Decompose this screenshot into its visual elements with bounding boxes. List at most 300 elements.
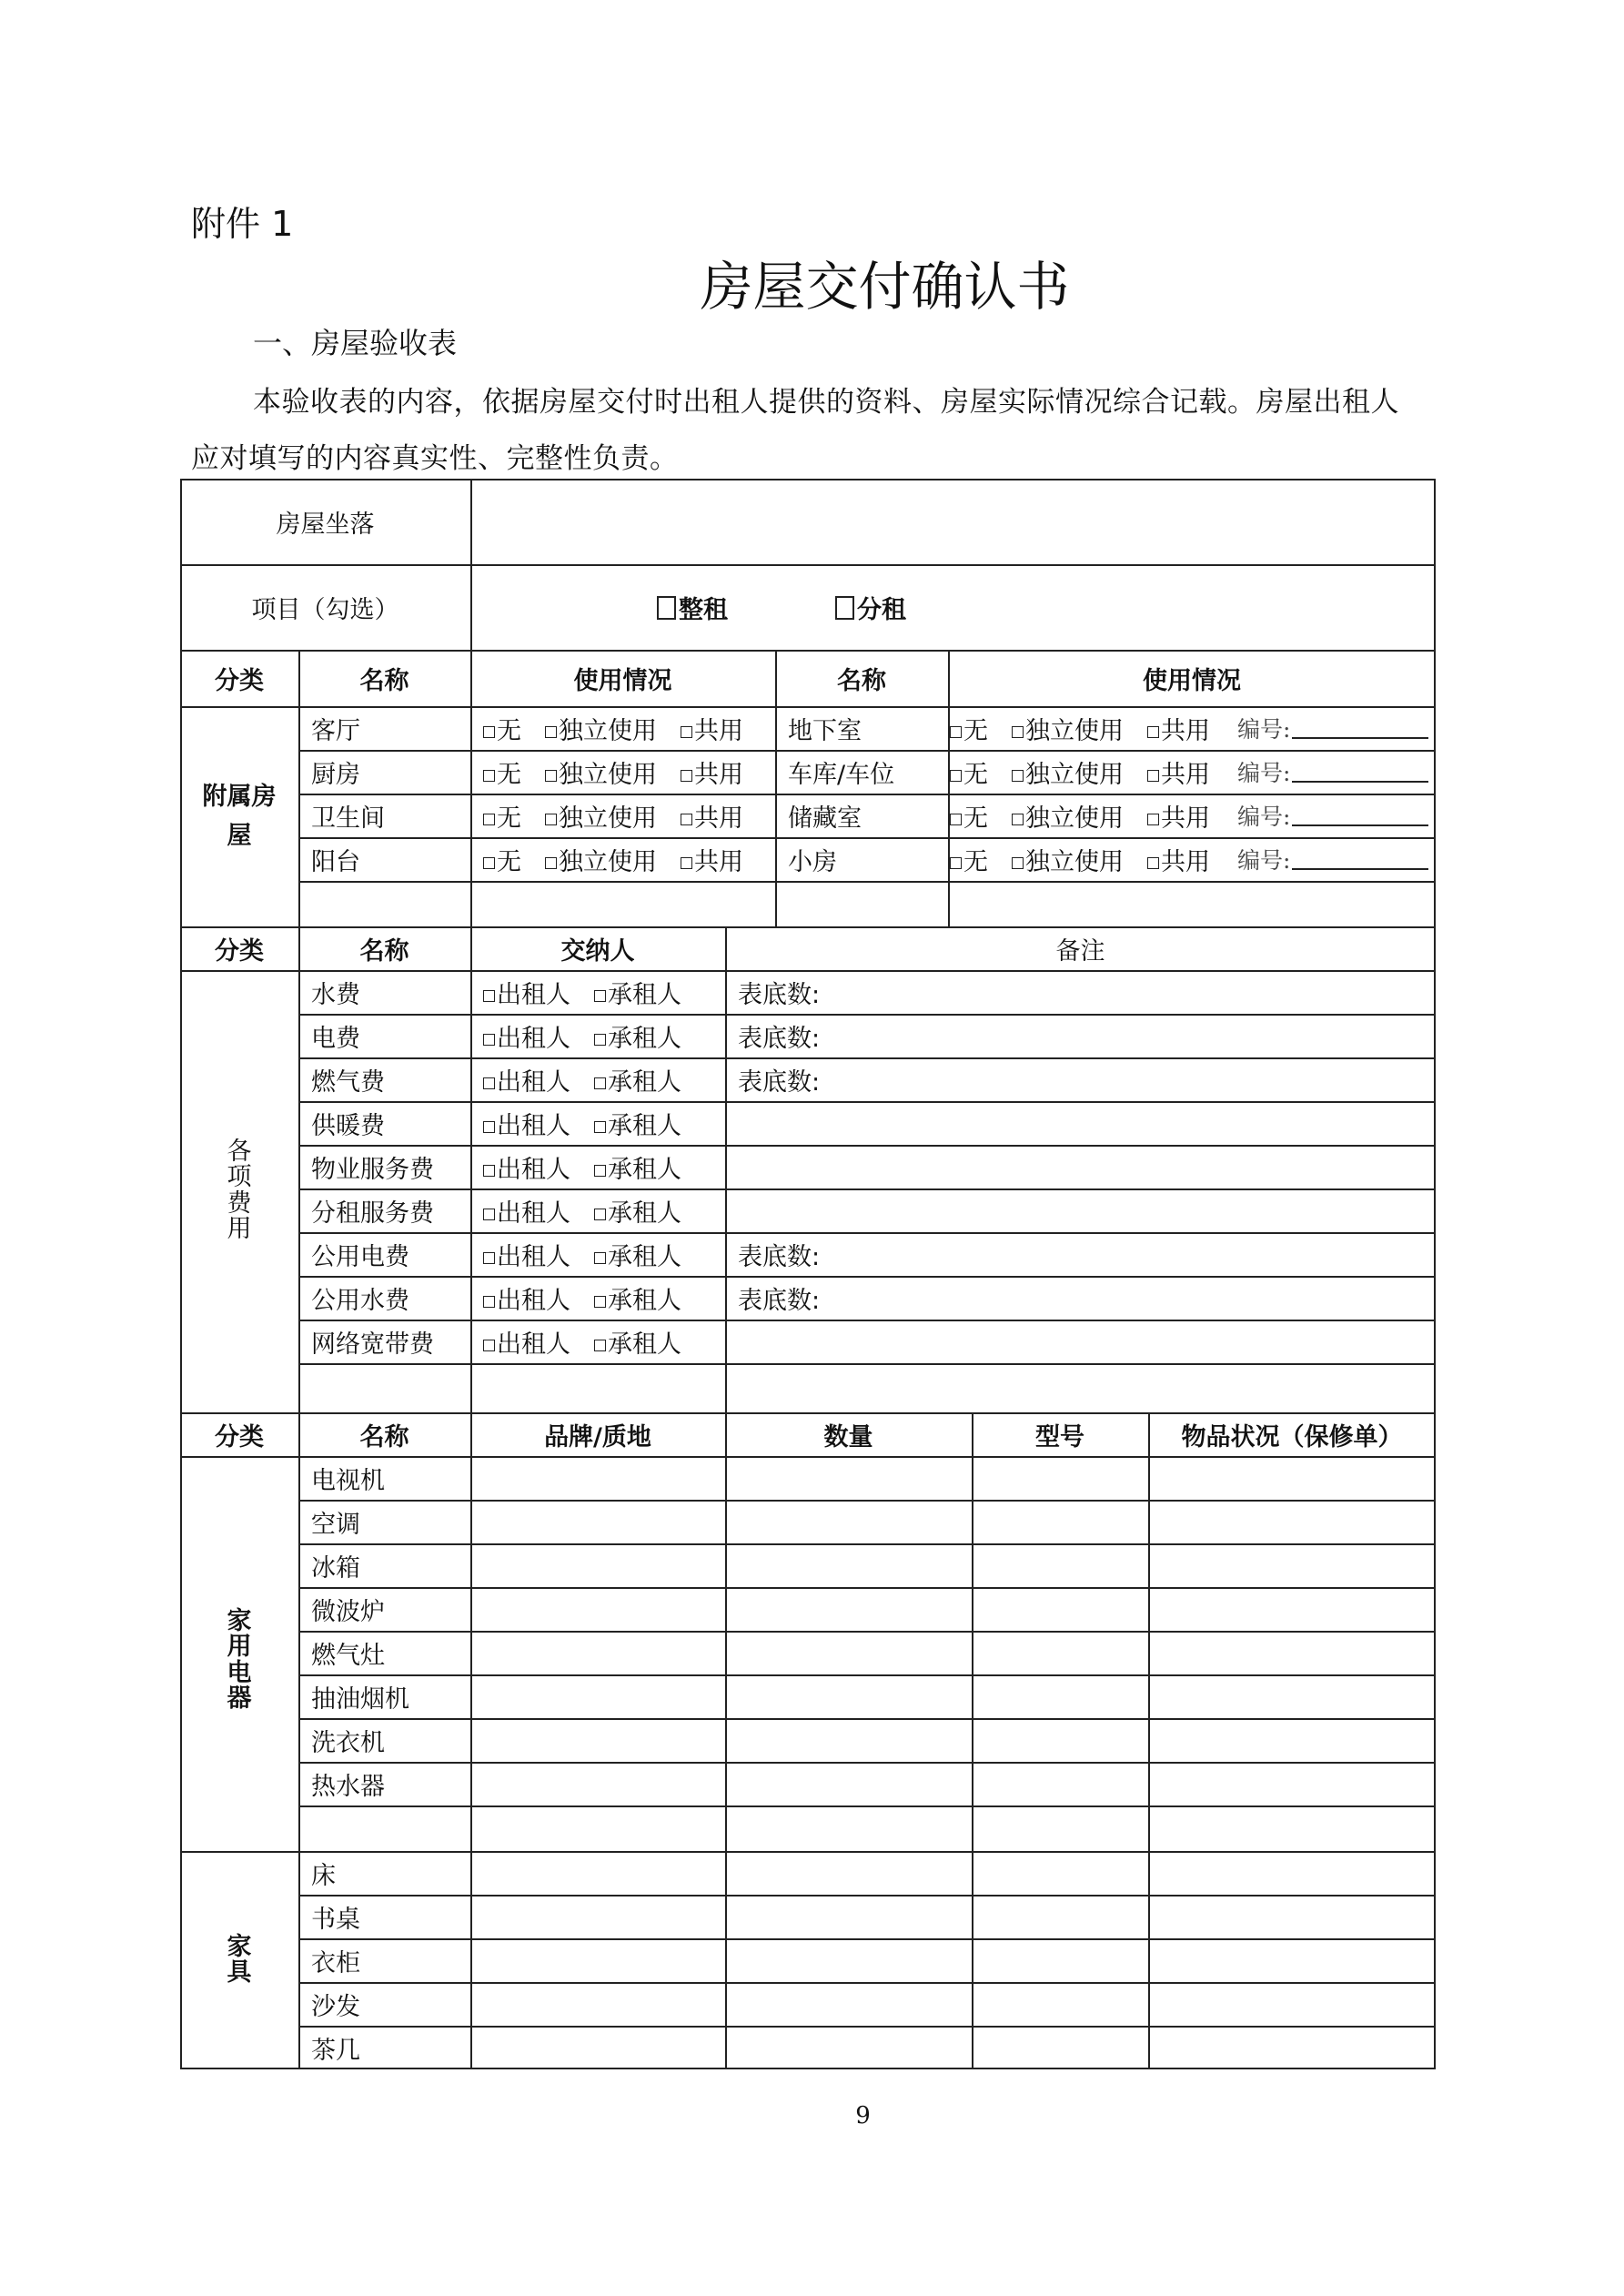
- checkbox-option[interactable]: [594, 1193, 681, 1229]
- checkbox-option[interactable]: [483, 798, 521, 834]
- quantity-input[interactable]: [725, 1718, 972, 1762]
- checkbox-label: 无: [497, 804, 521, 833]
- project-options: [470, 564, 1436, 650]
- checkbox-icon[interactable]: [483, 814, 495, 825]
- brand-material-input[interactable]: [470, 1938, 725, 1982]
- category-furniture: [180, 1851, 298, 2069]
- model-input[interactable]: [972, 1718, 1148, 1762]
- checkbox-option[interactable]: [594, 975, 681, 1010]
- location-input[interactable]: [470, 479, 1436, 564]
- column-header: [180, 926, 298, 970]
- checkbox-icon[interactable]: [594, 1209, 606, 1220]
- page-number: 9: [855, 2102, 871, 2129]
- checkbox-option[interactable]: [681, 842, 743, 877]
- fee-note[interactable]: [725, 1057, 1436, 1101]
- checkbox-icon[interactable]: [594, 1165, 606, 1177]
- room-name: [298, 706, 470, 750]
- model-input[interactable]: [972, 1895, 1148, 1938]
- model-input[interactable]: [972, 1456, 1148, 1500]
- brand-material-input[interactable]: [470, 1718, 725, 1762]
- item-name: [298, 1543, 470, 1587]
- checkbox-option[interactable]: [594, 1062, 681, 1097]
- blank-cell[interactable]: [298, 1805, 470, 1851]
- checkbox-option[interactable]: [950, 798, 988, 834]
- quantity-input[interactable]: [725, 1674, 972, 1718]
- column-header-text: 备注: [1055, 936, 1105, 966]
- item-name: [298, 1674, 470, 1718]
- blank-cell[interactable]: [725, 1363, 1436, 1412]
- checkbox-label: 整租: [679, 595, 728, 624]
- fee-payer: [470, 1232, 725, 1276]
- quantity-input[interactable]: [725, 1982, 972, 2026]
- checkbox-option[interactable]: [483, 1149, 570, 1185]
- checkbox-option[interactable]: [483, 1324, 570, 1360]
- condition-input[interactable]: [1148, 1587, 1436, 1631]
- fee-payer: [470, 1101, 725, 1145]
- checkbox-icon[interactable]: [594, 1121, 606, 1133]
- blank-cell[interactable]: [775, 881, 948, 926]
- fee-note[interactable]: [725, 1320, 1436, 1363]
- quantity-input[interactable]: [725, 2026, 972, 2069]
- condition-input[interactable]: [1148, 1938, 1436, 1982]
- project-label-text: 项目（勾选）: [251, 595, 399, 624]
- column-header: [972, 1412, 1148, 1456]
- checkbox-label: 出租人: [497, 1286, 570, 1315]
- brand-material-input[interactable]: [470, 1895, 725, 1938]
- fee-name-text: 燃气费: [311, 1067, 385, 1097]
- checkbox-option[interactable]: [594, 1106, 681, 1141]
- column-header: [298, 1412, 470, 1456]
- checkbox-icon[interactable]: [594, 1252, 606, 1264]
- fee-name: [298, 1276, 470, 1320]
- checkbox-option[interactable]: [483, 1193, 570, 1229]
- checkbox-label: 承租人: [608, 1111, 681, 1140]
- column-header: [180, 650, 298, 706]
- checkbox-label: 承租人: [608, 1330, 681, 1359]
- checkbox-option[interactable]: [681, 798, 743, 834]
- item-name-text: 床: [311, 1861, 336, 1890]
- blank-cell[interactable]: [298, 881, 470, 926]
- checkbox-label: 出租人: [497, 1111, 570, 1140]
- fee-payer: [470, 1276, 725, 1320]
- vertical-char: 用: [227, 1633, 252, 1662]
- checkbox-icon[interactable]: [594, 1340, 606, 1351]
- checkbox-label: 独立使用: [559, 716, 657, 745]
- intro-paragraph-line2: 应对填写的内容真实性、完整性负责。: [191, 442, 679, 475]
- checkbox-option[interactable]: [594, 1280, 681, 1316]
- item-name-text: 抽油烟机: [311, 1684, 409, 1714]
- checkbox-option[interactable]: [483, 1106, 570, 1141]
- checkbox-icon[interactable]: [483, 1209, 495, 1220]
- quantity-input[interactable]: [725, 1631, 972, 1674]
- number-label: 编号:: [1237, 760, 1291, 786]
- checkbox-icon[interactable]: [594, 990, 606, 1002]
- item-name-text: 书桌: [311, 1905, 360, 1934]
- fee-payer: [470, 1145, 725, 1188]
- condition-input[interactable]: [1148, 2026, 1436, 2069]
- fee-note[interactable]: [725, 970, 1436, 1014]
- column-header-text: 名称: [359, 936, 409, 966]
- checkbox-icon[interactable]: [594, 1077, 606, 1089]
- checkbox-label: 独立使用: [1025, 847, 1124, 876]
- checkbox-label: 出租人: [497, 1330, 570, 1359]
- quantity-input[interactable]: [725, 1456, 972, 1500]
- column-header-text: 交纳人: [560, 936, 635, 966]
- room-usage: [470, 706, 775, 750]
- condition-input[interactable]: [1148, 1500, 1436, 1543]
- number-label: 编号:: [1237, 804, 1291, 830]
- checkbox-icon[interactable]: [594, 1296, 606, 1308]
- condition-input[interactable]: [1148, 1805, 1436, 1851]
- quantity-input[interactable]: [725, 1805, 972, 1851]
- brand-material-input[interactable]: [470, 1762, 725, 1805]
- column-header: [948, 650, 1436, 706]
- model-input[interactable]: [972, 1587, 1148, 1631]
- quantity-input[interactable]: [725, 1543, 972, 1587]
- checkbox-option[interactable]: [594, 1149, 681, 1185]
- fee-note[interactable]: [725, 1101, 1436, 1145]
- checkbox-option[interactable]: [950, 754, 988, 790]
- checkbox-icon[interactable]: [1147, 814, 1159, 825]
- fee-name: [298, 1057, 470, 1101]
- option-whole-rent[interactable]: [657, 590, 728, 625]
- checkbox-label: 出租人: [497, 1155, 570, 1184]
- checkbox-label: 出租人: [497, 980, 570, 1009]
- checkbox-icon[interactable]: [483, 1121, 495, 1133]
- checkbox-icon[interactable]: [1012, 726, 1024, 738]
- checkbox-icon[interactable]: [950, 857, 962, 869]
- vertical-char: 器: [227, 1684, 252, 1714]
- checkbox-option[interactable]: [483, 754, 521, 790]
- room-name-text: 阳台: [311, 847, 360, 876]
- fee-name-text: 供暖费: [311, 1111, 385, 1140]
- condition-input[interactable]: [1148, 1631, 1436, 1674]
- blank-cell[interactable]: [298, 1363, 470, 1412]
- quantity-input[interactable]: [725, 1500, 972, 1543]
- item-name: [298, 1587, 470, 1631]
- checkbox-icon[interactable]: [681, 857, 692, 869]
- checkbox-option[interactable]: [1012, 842, 1124, 877]
- fee-name: [298, 1320, 470, 1363]
- number-input[interactable]: [1292, 761, 1428, 783]
- checkbox-icon[interactable]: [545, 857, 557, 869]
- column-header-text: 名称: [837, 666, 886, 695]
- fee-note[interactable]: [725, 1276, 1436, 1320]
- checkbox-option[interactable]: [545, 711, 657, 746]
- fee-note[interactable]: [725, 1014, 1436, 1057]
- room-usage: [470, 837, 775, 881]
- fee-payer: [470, 970, 725, 1014]
- brand-material-input[interactable]: [470, 1674, 725, 1718]
- condition-input[interactable]: [1148, 1762, 1436, 1805]
- number-input[interactable]: [1292, 804, 1428, 826]
- model-input[interactable]: [972, 1674, 1148, 1718]
- checkbox-icon[interactable]: [483, 1252, 495, 1264]
- column-header-text: 使用情况: [573, 666, 672, 695]
- room-name-text: 厨房: [311, 760, 360, 789]
- checkbox-icon[interactable]: [483, 990, 495, 1002]
- room-usage: [948, 837, 1436, 881]
- checkbox-icon[interactable]: [1012, 770, 1024, 782]
- checkbox-option[interactable]: [483, 842, 521, 877]
- column-header: [725, 926, 1436, 970]
- checkbox-icon[interactable]: [950, 770, 962, 782]
- room-usage: [948, 794, 1436, 837]
- fee-name: [298, 1145, 470, 1188]
- column-header-text: 分类: [215, 1422, 264, 1451]
- checkbox-icon[interactable]: [950, 726, 962, 738]
- meter-reading-label: 表底数:: [738, 1024, 821, 1053]
- checkbox-option[interactable]: [594, 1324, 681, 1360]
- brand-material-input[interactable]: [470, 1851, 725, 1895]
- checkbox-icon[interactable]: [483, 1296, 495, 1308]
- vertical-char: 电: [227, 1658, 252, 1687]
- checkbox-icon[interactable]: [1012, 857, 1024, 869]
- model-input[interactable]: [972, 1762, 1148, 1805]
- number-input[interactable]: [1292, 717, 1428, 739]
- checkbox-icon[interactable]: [545, 814, 557, 825]
- checkbox-label: 承租人: [608, 1024, 681, 1053]
- fee-note[interactable]: [725, 1145, 1436, 1188]
- item-name-text: 洗衣机: [311, 1728, 385, 1757]
- fee-name-text: 网络宽带费: [311, 1330, 434, 1359]
- checkbox-icon[interactable]: [681, 726, 692, 738]
- section-heading: 一、房屋验收表: [253, 326, 458, 360]
- column-header: [1148, 1412, 1436, 1456]
- meter-reading-label: 表底数:: [738, 1067, 821, 1097]
- checkbox-label: 承租人: [608, 1067, 681, 1097]
- checkbox-icon[interactable]: [483, 1165, 495, 1177]
- checkbox-label: 独立使用: [559, 847, 657, 876]
- blank-cell[interactable]: [470, 881, 775, 926]
- checkbox-option[interactable]: [1147, 754, 1210, 790]
- checkbox-icon[interactable]: [483, 857, 495, 869]
- model-input[interactable]: [972, 2026, 1148, 2069]
- column-header-text: 名称: [359, 1422, 409, 1451]
- checkbox-label: 共用: [1161, 760, 1210, 789]
- column-header-text: 物品状况（保修单）: [1181, 1422, 1403, 1451]
- brand-material-input[interactable]: [470, 1456, 725, 1500]
- vertical-char: 具: [227, 1958, 252, 1987]
- column-header: [298, 650, 470, 706]
- checkbox-label: 出租人: [497, 1199, 570, 1228]
- checkbox-label: 出租人: [497, 1024, 570, 1053]
- condition-input[interactable]: [1148, 1718, 1436, 1762]
- quantity-input[interactable]: [725, 1851, 972, 1895]
- checkbox-label: 承租人: [608, 980, 681, 1009]
- checkbox-icon[interactable]: [681, 770, 692, 782]
- checkbox-option[interactable]: [483, 1062, 570, 1097]
- vertical-char: 用: [227, 1215, 252, 1244]
- fee-name-text: 电费: [311, 1024, 360, 1053]
- fee-name-text: 水费: [311, 980, 360, 1009]
- brand-material-input[interactable]: [470, 1631, 725, 1674]
- item-name-text: 衣柜: [311, 1948, 360, 1977]
- brand-material-input[interactable]: [470, 1982, 725, 2026]
- quantity-input[interactable]: [725, 1587, 972, 1631]
- checkbox-option[interactable]: [483, 711, 521, 746]
- condition-input[interactable]: [1148, 1456, 1436, 1500]
- checkbox-label: 共用: [694, 847, 743, 876]
- vertical-char: 项: [227, 1163, 252, 1192]
- checkbox-option[interactable]: [1012, 711, 1124, 746]
- item-name-text: 燃气灶: [311, 1641, 385, 1670]
- checkbox-option[interactable]: [950, 842, 988, 877]
- option-sub-rent[interactable]: [835, 590, 906, 625]
- checkbox-option[interactable]: [681, 754, 743, 790]
- model-input[interactable]: [972, 1631, 1148, 1674]
- checkbox-icon[interactable]: [1012, 814, 1024, 825]
- checkbox-label: 独立使用: [1025, 760, 1124, 789]
- checkbox-icon[interactable]: [835, 596, 854, 620]
- room-name: [775, 750, 948, 794]
- column-header: [775, 650, 948, 706]
- checkbox-option[interactable]: [483, 1237, 570, 1272]
- column-header: [180, 1412, 298, 1456]
- checkbox-option[interactable]: [594, 1237, 681, 1272]
- room-name-text: 储藏室: [788, 804, 862, 833]
- checkbox-label: 承租人: [608, 1242, 681, 1271]
- checkbox-option[interactable]: [1147, 711, 1210, 746]
- checkbox-option[interactable]: [1012, 798, 1124, 834]
- checkbox-option[interactable]: [1147, 798, 1210, 834]
- fee-name-text: 物业服务费: [311, 1155, 434, 1184]
- condition-input[interactable]: [1148, 1895, 1436, 1938]
- fee-payer: [470, 1014, 725, 1057]
- checkbox-icon[interactable]: [483, 1034, 495, 1046]
- room-name: [775, 837, 948, 881]
- checkbox-label: 独立使用: [559, 760, 657, 789]
- quantity-input[interactable]: [725, 1938, 972, 1982]
- blank-cell[interactable]: [470, 1363, 725, 1412]
- condition-input[interactable]: [1148, 1982, 1436, 2026]
- location-label-text: 房屋坐落: [276, 510, 375, 539]
- checkbox-label: 分租: [857, 595, 906, 624]
- checkbox-option[interactable]: [483, 975, 570, 1010]
- checkbox-option[interactable]: [1147, 842, 1210, 877]
- checkbox-icon[interactable]: [1147, 857, 1159, 869]
- category-fees: [180, 970, 298, 1412]
- checkbox-option[interactable]: [545, 842, 657, 877]
- room-usage: [470, 750, 775, 794]
- model-input[interactable]: [972, 1543, 1148, 1587]
- brand-material-input[interactable]: [470, 1543, 725, 1587]
- checkbox-icon[interactable]: [483, 1340, 495, 1351]
- project-label: [180, 564, 470, 650]
- fee-note[interactable]: [725, 1188, 1436, 1232]
- checkbox-icon[interactable]: [545, 726, 557, 738]
- checkbox-icon[interactable]: [483, 770, 495, 782]
- category-attached-rooms: [180, 706, 298, 926]
- checkbox-option[interactable]: [594, 1018, 681, 1054]
- model-input[interactable]: [972, 1851, 1148, 1895]
- item-name: [298, 1762, 470, 1805]
- item-name: [298, 1851, 470, 1895]
- fee-payer: [470, 1188, 725, 1232]
- checkbox-option[interactable]: [1012, 754, 1124, 790]
- meter-reading-label: 表底数:: [738, 1286, 821, 1315]
- fee-name: [298, 970, 470, 1014]
- checkbox-option[interactable]: [681, 711, 743, 746]
- fee-note[interactable]: [725, 1232, 1436, 1276]
- model-input[interactable]: [972, 1938, 1148, 1982]
- column-header: [725, 1412, 972, 1456]
- item-name-text: 沙发: [311, 1992, 360, 2021]
- category-text: 附属房屋: [202, 782, 277, 850]
- checkbox-icon[interactable]: [545, 770, 557, 782]
- room-usage: [948, 750, 1436, 794]
- brand-material-input[interactable]: [470, 1500, 725, 1543]
- model-input[interactable]: [972, 1805, 1148, 1851]
- checkbox-icon[interactable]: [657, 596, 676, 620]
- checkbox-label: 共用: [1161, 847, 1210, 876]
- column-header-text: 使用情况: [1143, 666, 1241, 695]
- fee-name-text: 公用电费: [311, 1242, 409, 1271]
- checkbox-icon[interactable]: [1147, 770, 1159, 782]
- fee-payer: [470, 1320, 725, 1363]
- number-input[interactable]: [1292, 848, 1428, 870]
- column-header: [470, 650, 775, 706]
- quantity-input[interactable]: [725, 1895, 972, 1938]
- condition-input[interactable]: [1148, 1543, 1436, 1587]
- column-header-text: 型号: [1035, 1422, 1084, 1451]
- vertical-char: 家: [227, 1932, 252, 1961]
- brand-material-input[interactable]: [470, 1805, 725, 1851]
- checkbox-option[interactable]: [950, 711, 988, 746]
- model-input[interactable]: [972, 1500, 1148, 1543]
- checkbox-label: 无: [963, 760, 988, 789]
- room-name-text: 车库/车位: [788, 760, 895, 789]
- model-input[interactable]: [972, 1982, 1148, 2026]
- checkbox-label: 承租人: [608, 1286, 681, 1315]
- room-name: [298, 837, 470, 881]
- checkbox-icon[interactable]: [594, 1034, 606, 1046]
- item-name: [298, 1456, 470, 1500]
- checkbox-icon[interactable]: [1147, 726, 1159, 738]
- condition-input[interactable]: [1148, 1674, 1436, 1718]
- room-name: [298, 750, 470, 794]
- checkbox-icon[interactable]: [483, 1077, 495, 1089]
- checkbox-label: 共用: [1161, 804, 1210, 833]
- checkbox-option[interactable]: [483, 1018, 570, 1054]
- brand-material-input[interactable]: [470, 1587, 725, 1631]
- fee-name-text: 公用水费: [311, 1286, 409, 1315]
- checkbox-option[interactable]: [483, 1280, 570, 1316]
- item-name-text: 电视机: [311, 1466, 385, 1495]
- brand-material-input[interactable]: [470, 2026, 725, 2069]
- item-name: [298, 1895, 470, 1938]
- quantity-input[interactable]: [725, 1762, 972, 1805]
- category-appliances: [180, 1456, 298, 1851]
- meter-reading-label: 表底数:: [738, 1242, 821, 1271]
- checkbox-option[interactable]: [545, 798, 657, 834]
- checkbox-option[interactable]: [545, 754, 657, 790]
- blank-cell[interactable]: [948, 881, 1436, 926]
- checkbox-label: 独立使用: [1025, 804, 1124, 833]
- item-name: [298, 1982, 470, 2026]
- condition-input[interactable]: [1148, 1851, 1436, 1895]
- document-title: 房屋交付确认书: [700, 256, 1070, 318]
- checkbox-icon[interactable]: [483, 726, 495, 738]
- item-name-text: 热水器: [311, 1772, 385, 1801]
- checkbox-icon[interactable]: [950, 814, 962, 825]
- fee-name: [298, 1014, 470, 1057]
- column-header: [298, 926, 470, 970]
- checkbox-label: 承租人: [608, 1199, 681, 1228]
- item-name-text: 冰箱: [311, 1553, 360, 1583]
- checkbox-icon[interactable]: [681, 814, 692, 825]
- room-name: [298, 794, 470, 837]
